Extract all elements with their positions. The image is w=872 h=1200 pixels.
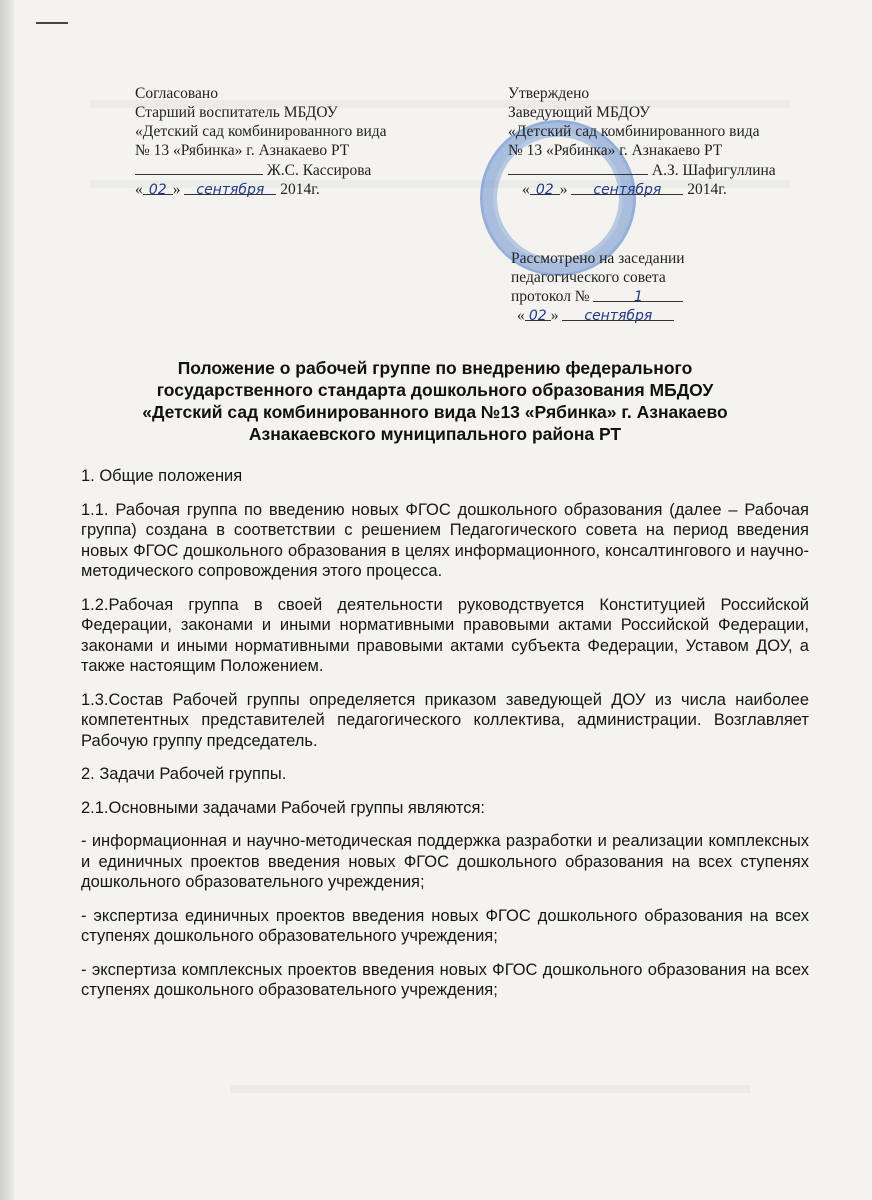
date-month: сентября <box>196 182 265 198</box>
approval-line: Утверждено <box>508 85 590 102</box>
signature-row <box>508 160 776 180</box>
approval-line: Старший воспитатель МБДОУ <box>135 104 338 121</box>
protocol-line: педагогического совета <box>511 269 666 286</box>
signature-row <box>135 160 387 180</box>
date-day: 02 <box>528 308 547 324</box>
protocol-block <box>511 249 685 325</box>
protocol-label: протокол № <box>511 288 590 305</box>
protocol-number-row <box>511 287 685 306</box>
approval-line: «Детский сад комбинированного вида <box>508 123 760 140</box>
bullet-item: - экспертиза комплексных проектов введения новых ФГОС дошкольного образования на всех ступенях дошкольного образовательного учреждения; <box>81 960 809 999</box>
date-day: 02 <box>148 182 167 198</box>
section-heading: 2. Задачи Рабочей группы. <box>81 765 287 783</box>
date-month: сентября <box>593 182 662 198</box>
date-row: « 02 » сентября 2014г. <box>135 181 320 198</box>
page-edge <box>0 0 14 1200</box>
scan-mark <box>36 22 68 24</box>
paragraph: 1.3.Состав Рабочей группы определяется приказом заведующей ДОУ из числа наиболее компетентных представителей педагогического коллектива, администрации. Возглавляет Рабочую группу председатель. <box>81 690 809 750</box>
approval-line: № 13 «Рябинка» г. Азнакаево РТ <box>508 142 723 159</box>
bullet-item: - информационная и научно-методическая поддержка разработки и реализации комплексных и единичных проектов введения новых ФГОС дошкольного образования на всех ступенях дошкольного образовательного учреждения; <box>81 832 809 891</box>
title-line: «Детский сад комбинированного вида №13 «Рябинка» г. Азнакаево <box>142 402 728 422</box>
document-body <box>81 466 809 1014</box>
date-month: сентября <box>584 308 653 324</box>
bullet-item: - экспертиза единичных проектов введения новых ФГОС дошкольного образования на всех ступенях дошкольного образовательного учреждения; <box>81 906 809 945</box>
approval-line: № 13 «Рябинка» г. Азнакаево РТ <box>135 142 350 159</box>
approval-line: Согласовано <box>135 85 218 102</box>
title-line: Азнакаевского муниципального района РТ <box>248 424 622 444</box>
date-year: 2014г. <box>280 181 320 198</box>
date-row: « 02 » сентября <box>511 306 685 325</box>
protocol-line: Рассмотрено на заседании <box>511 250 685 267</box>
date-year: 2014г. <box>687 181 727 198</box>
approval-block-right <box>508 84 776 199</box>
paragraph: 1.1. Рабочая группа по введению новых ФГОС дошкольного образования (далее – Рабочая группа) создана в соответствии с решением Педагогического совета на период введения новых ФГОС дошкольного образования в целях информационного, консалтингового и научно-методического сопровождения этого процесса. <box>81 500 809 580</box>
approval-line: Заведующий МБДОУ <box>508 104 651 121</box>
protocol-number: 1 <box>634 289 643 305</box>
signatory-name: А.З. Шафигуллина <box>651 162 776 179</box>
signature-line <box>135 160 263 175</box>
date-day: 02 <box>535 182 554 198</box>
title-line: Положение о рабочей группе по внедрению федерального <box>177 358 693 378</box>
signatory-name: Ж.С. Кассирова <box>266 162 372 179</box>
approval-line: «Детский сад комбинированного вида <box>135 123 387 140</box>
title-line: государственного стандарта дошкольного образования МБДОУ <box>156 380 714 400</box>
date-row: « 02 » сентября 2014г. <box>522 181 727 198</box>
paragraph: 2.1.Основными задачами Рабочей группы являются: <box>81 798 485 817</box>
bleed-through-line <box>230 1085 750 1093</box>
signature-line <box>508 160 648 175</box>
approval-block-left <box>135 84 387 199</box>
document-title <box>120 357 750 445</box>
section-heading: 1. Общие положения <box>81 467 243 485</box>
paragraph: 1.2.Рабочая группа в своей деятельности руководствуется Конституцией Российской Федерации, законами и иными нормативными правовыми актами Российской Федерации, законами и иными нормативными правовыми актами субъекта Федерации, Уставом ДОУ, а также настоящим Положением. <box>81 595 809 675</box>
